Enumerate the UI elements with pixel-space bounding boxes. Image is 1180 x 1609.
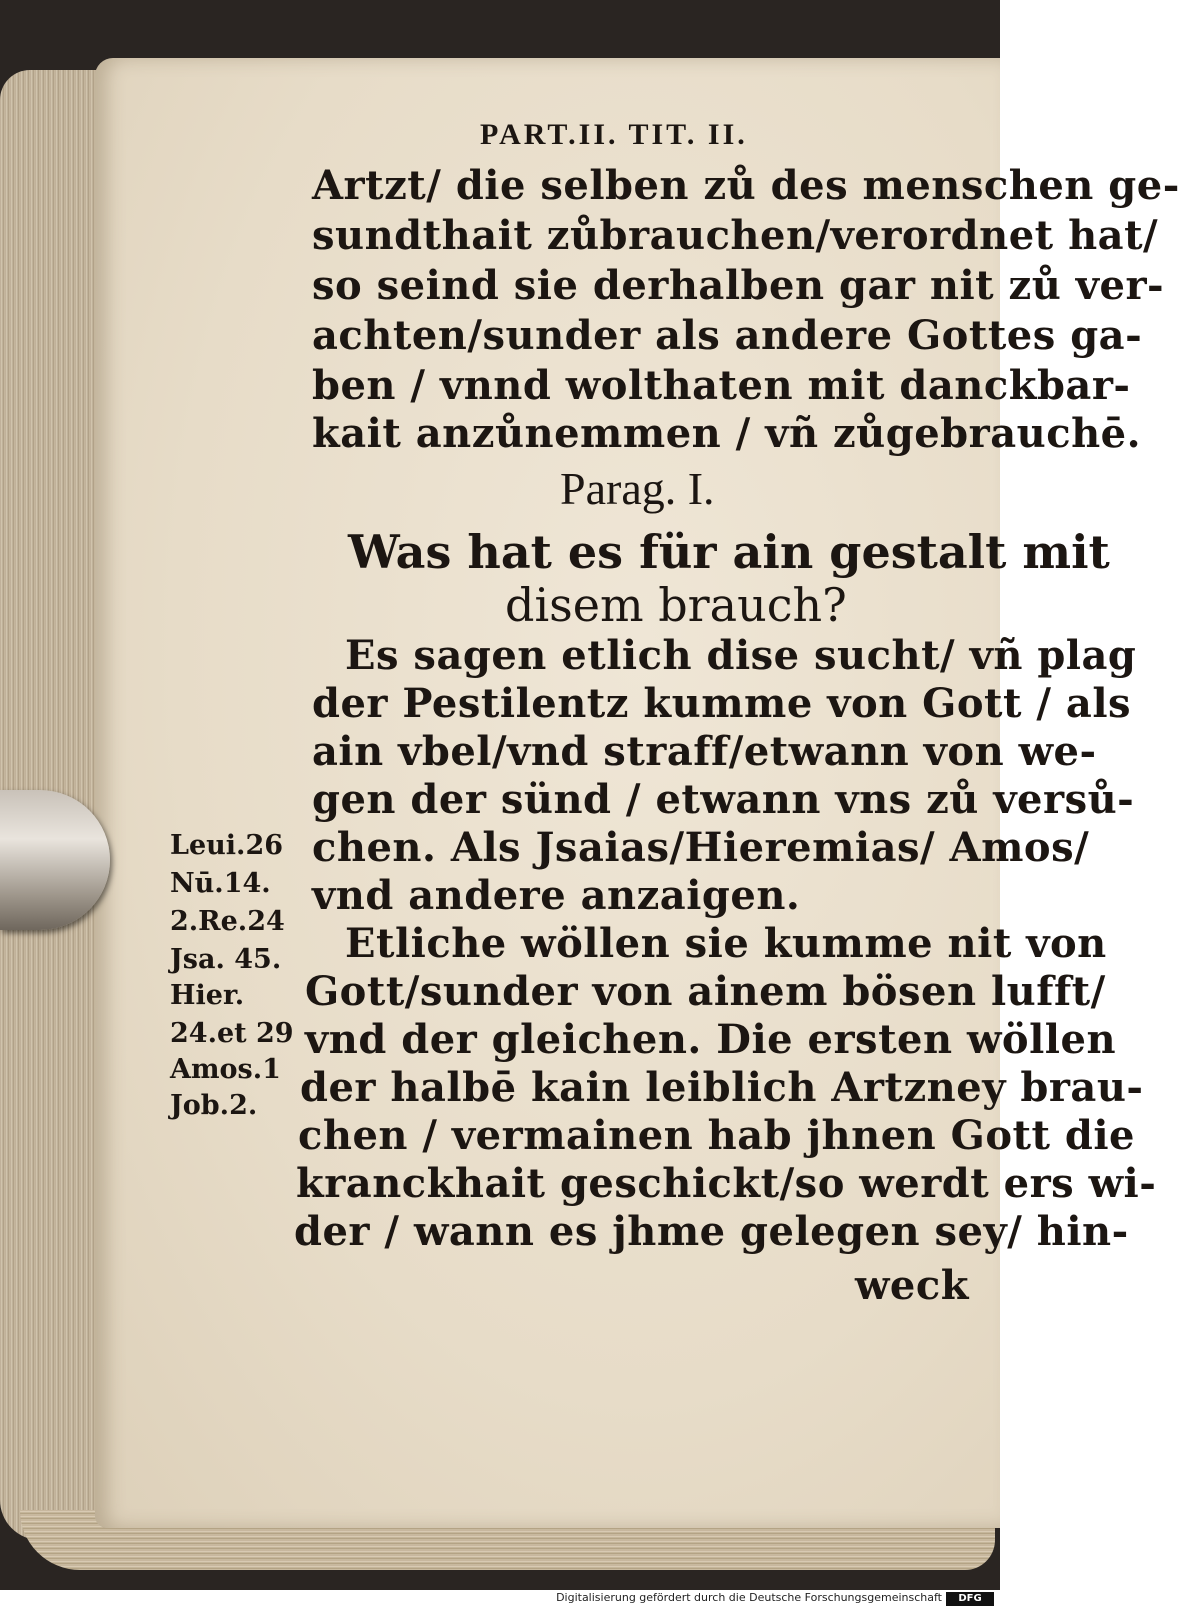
body-line: Etliche wöllen sie kumme nit von [345,920,1107,967]
margin-note: Job.2. [170,1090,258,1121]
body-line: chen. Als Jsaias/Hieremias/ Amos/ [312,824,1090,871]
body-line: Gott/sunder von ainem bösen lufft/ [305,968,1106,1015]
body-line: so seind sie derhalben gar nit zů ver- [312,262,1165,309]
body-line: gen der sünd / etwann vns zů versů- [312,776,1135,823]
catchword: weck [855,1262,969,1309]
margin-note: Hier. [170,980,245,1011]
body-line: ben / vnnd wolthaten mit danckbar- [312,362,1131,409]
body-line: chen / vermainen hab jhnen Gott die [298,1112,1135,1159]
body-line: Artzt/ die selben zů des menschen ge- [312,162,1180,209]
margin-note: Amos.1 [170,1054,281,1085]
section-heading: Was hat es für ain gestalt mit [348,525,1110,579]
body-line: ain vbel/vnd straff/etwann von we- [312,728,1097,775]
footer-credit: Digitalisierung gefördert durch die Deutsche Forschungsgemeinschaft [556,1591,942,1604]
dfg-logo: DFG [946,1592,994,1606]
margin-note: 24.et 29 [170,1018,294,1049]
section-heading: disem brauch? [505,578,847,632]
body-line: der halbē kain leiblich Artzney brau- [300,1064,1144,1111]
body-line: kait anzůnemmen / vñ zůgebrauchē. [312,410,1142,457]
body-line: vnd der gleichen. Die ersten wöllen [305,1016,1117,1063]
body-line: der Pestilentz kumme von Gott / als [312,680,1132,727]
body-line: achten/sunder als andere Gottes ga- [312,312,1143,359]
body-line: der / wann es jhme gelegen sey/ hin- [294,1208,1129,1255]
margin-note: Nū.14. [170,868,271,899]
body-line: Es sagen etlich dise sucht/ vñ plag [345,632,1137,679]
margin-note: Jsa. 45. [170,944,282,975]
paragraph-number: Parag. I. [560,463,715,514]
margin-note: Leui.26 [170,830,284,861]
running-header: PART.II. TIT. II. [480,118,748,151]
body-line: sundthait zůbrauchen/verordnet hat/ [312,212,1159,259]
body-line: kranckhait geschickt/so werdt ers wi- [296,1160,1157,1207]
margin-note: 2.Re.24 [170,906,285,937]
body-line: vnd andere anzaigen. [312,872,801,919]
